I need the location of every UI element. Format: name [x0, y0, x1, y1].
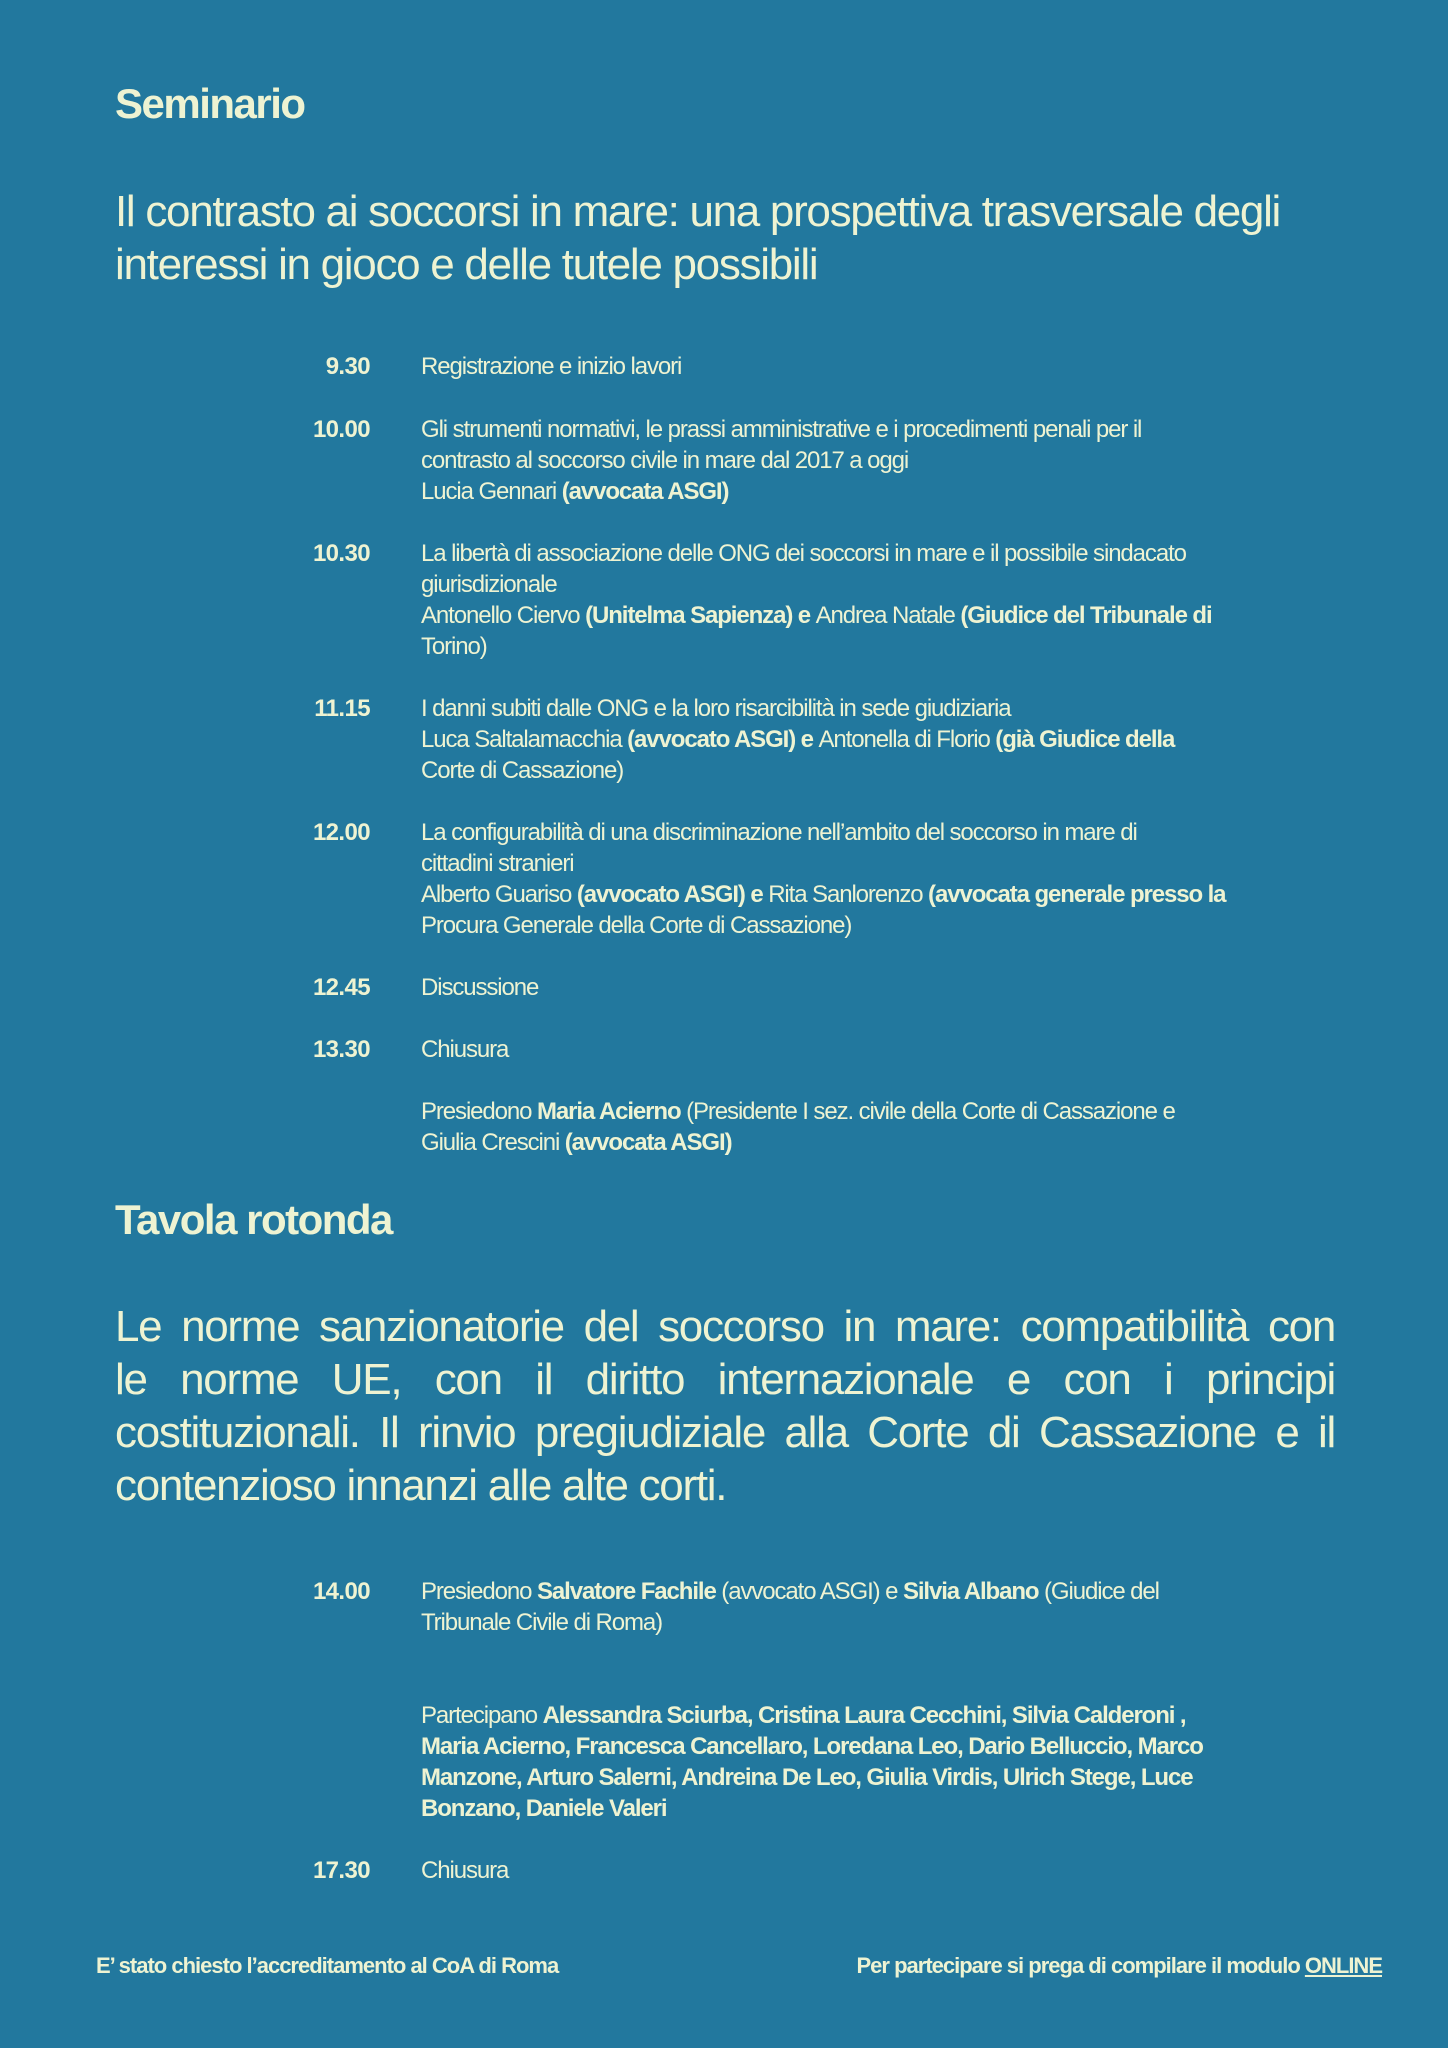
text-segment: Registrazione e inizio lavori	[421, 353, 682, 380]
text-line	[421, 351, 1361, 382]
text-segment: Tribunale Civile di Roma)	[421, 1609, 663, 1636]
text-segment: Partecipano	[421, 1702, 543, 1729]
speaker-name: (Giudice del Tribunale di	[954, 602, 1212, 629]
text-segment: Torino)	[421, 633, 487, 660]
text-line	[421, 445, 1361, 476]
roundtable-title-line: le norme UE, con il diritto internazionale e con i principi	[115, 1355, 1335, 1404]
text-line	[421, 1034, 1361, 1065]
text-line	[421, 1127, 1361, 1158]
schedule-description	[421, 351, 1361, 382]
text-segment: (avvocato ASGI) e	[715, 1578, 903, 1605]
text-segment: contrasto al soccorso civile in mare dal 2017 a oggi	[421, 447, 909, 474]
speaker-name: (avvocata ASGI)	[556, 478, 729, 505]
schedule-description	[421, 1034, 1361, 1065]
roundtable-label: Tavola rotonda	[115, 1196, 392, 1243]
speaker-name: Silvia Albano	[902, 1578, 1039, 1605]
text-line	[421, 631, 1361, 662]
speaker-name: Maria Acierno, Francesca Cancellaro, Loredana Leo, Dario Belluccio, Marco	[421, 1733, 1203, 1760]
text-line	[421, 848, 1361, 879]
schedule-time: 10.00	[312, 416, 370, 443]
text-segment: giurisdizionale	[421, 571, 557, 598]
text-line	[421, 1855, 1361, 1886]
text-line	[421, 724, 1361, 755]
speaker-name: (Unitelma Sapienza) e	[579, 602, 816, 629]
text-segment: La configurabilità di una discriminazione nell’ambito del soccorso in mare di	[421, 819, 1137, 846]
text-segment: (Giudice del	[1038, 1578, 1159, 1605]
text-line	[421, 1731, 1361, 1762]
schedule-time: 12.00	[312, 819, 370, 846]
schedule-description	[421, 1576, 1361, 1638]
text-segment: Giulia Crescini	[421, 1129, 560, 1156]
speaker-name: Alessandra Sciurba, Cristina Laura Cecchini, Silvia Calderoni ,	[542, 1702, 1186, 1729]
text-line	[421, 972, 1361, 1003]
text-line	[421, 600, 1361, 631]
schedule-time: 14.00	[312, 1578, 370, 1605]
speaker-name: Manzone, Arturo Salerni, Andreina De Leo, Giulia Virdis, Ulrich Stege, Luce	[421, 1764, 1193, 1791]
seminar-title-line: Il contrasto ai soccorsi in mare: una prospettiva trasversale degli	[115, 187, 1281, 236]
schedule-time: 17.30	[312, 1857, 370, 1884]
text-line	[421, 879, 1361, 910]
speaker-name: (avvocato ASGI) e	[571, 881, 769, 908]
text-line	[421, 755, 1361, 786]
text-line	[421, 693, 1361, 724]
roundtable-title-line: contenzioso innanzi alle alte corti.	[115, 1461, 727, 1510]
text-segment: Discussione	[421, 974, 539, 1001]
text-segment: Lucia Gennari	[421, 478, 557, 505]
seminar-title	[115, 185, 1280, 291]
text-line	[421, 910, 1361, 941]
roundtable-title	[115, 1300, 1335, 1512]
text-segment: Luca Saltalamacchia	[421, 726, 622, 753]
text-line	[421, 476, 1361, 507]
speaker-name: (già Giudice della	[989, 726, 1175, 753]
text-line	[421, 538, 1361, 569]
text-segment: Chiusura	[421, 1857, 509, 1884]
schedule-description	[421, 693, 1361, 786]
text-line	[421, 569, 1361, 600]
roundtable-title-line: Le norme sanzionatorie del soccorso in mare: compatibilità con	[115, 1302, 1335, 1351]
seminar-title-line: interessi in gioco e delle tutele possibili	[115, 240, 818, 289]
text-segment: Antonella di Florio	[818, 726, 990, 753]
text-segment: Presiedono	[421, 1098, 537, 1125]
text-line	[421, 414, 1361, 445]
text-segment: cittadini stranieri	[421, 850, 574, 877]
online-form-link[interactable]: ONLINE	[1304, 1953, 1382, 1978]
schedule-description	[421, 1855, 1361, 1886]
registration-note	[857, 1953, 1383, 1979]
text-line	[421, 1700, 1361, 1731]
text-segment: Procura Generale della Corte di Cassazione)	[421, 912, 852, 939]
schedule-description	[421, 972, 1361, 1003]
speaker-name: (avvocata generale presso la	[922, 881, 1226, 908]
text-line	[421, 1096, 1361, 1127]
text-segment: Andrea Natale	[815, 602, 955, 629]
speaker-name: Bonzano, Daniele Valeri	[421, 1795, 667, 1822]
text-line	[421, 1793, 1361, 1824]
text-segment: Alberto Guariso	[421, 881, 572, 908]
accreditation-note: E’ stato chiesto l’accreditamento al CoA di Roma	[96, 1953, 559, 1978]
seminar-chairs-text	[421, 1096, 1361, 1158]
schedule-time: 10.30	[312, 540, 370, 567]
text-segment: Antonello Ciervo	[421, 602, 580, 629]
seminar-label: Seminario	[115, 80, 305, 127]
registration-text: Per partecipare si prega di compilare il modulo	[856, 1953, 1305, 1978]
text-line	[421, 1607, 1361, 1638]
text-segment: I danni subiti dalle ONG e la loro risarcibilità in sede giudiziaria	[421, 695, 1011, 722]
text-segment: Corte di Cassazione)	[421, 757, 624, 784]
text-line	[421, 1762, 1361, 1793]
text-segment: La libertà di associazione delle ONG dei soccorsi in mare e il possibile sindacato	[421, 540, 1186, 567]
schedule-time: 11.15	[314, 695, 370, 722]
schedule-description	[421, 414, 1361, 507]
schedule-time: 13.30	[312, 1036, 370, 1063]
speaker-name: (avvocata ASGI)	[559, 1129, 732, 1156]
speaker-name: Maria Acierno	[537, 1098, 681, 1125]
text-segment: Presiedono	[421, 1578, 537, 1605]
speaker-name: Salvatore Fachile	[537, 1578, 716, 1605]
text-segment: (Presidente I sez. civile della Corte di Cassazione e	[680, 1098, 1175, 1125]
text-line	[421, 1576, 1361, 1607]
speaker-name: (avvocato ASGI) e	[621, 726, 819, 753]
schedule-description	[421, 1700, 1361, 1824]
text-segment: Rita Sanlorenzo	[768, 881, 923, 908]
roundtable-title-line: costituzionali. Il rinvio pregiudiziale alla Corte di Cassazione e il	[115, 1408, 1335, 1457]
text-segment: Chiusura	[421, 1036, 509, 1063]
schedule-description	[421, 817, 1361, 941]
schedule-description	[421, 538, 1361, 662]
text-segment: Gli strumenti normativi, le prassi amministrative e i procedimenti penali per il	[421, 416, 1142, 443]
schedule-time: 9.30	[325, 353, 370, 380]
text-line	[421, 817, 1361, 848]
schedule-time: 12.45	[312, 974, 370, 1001]
